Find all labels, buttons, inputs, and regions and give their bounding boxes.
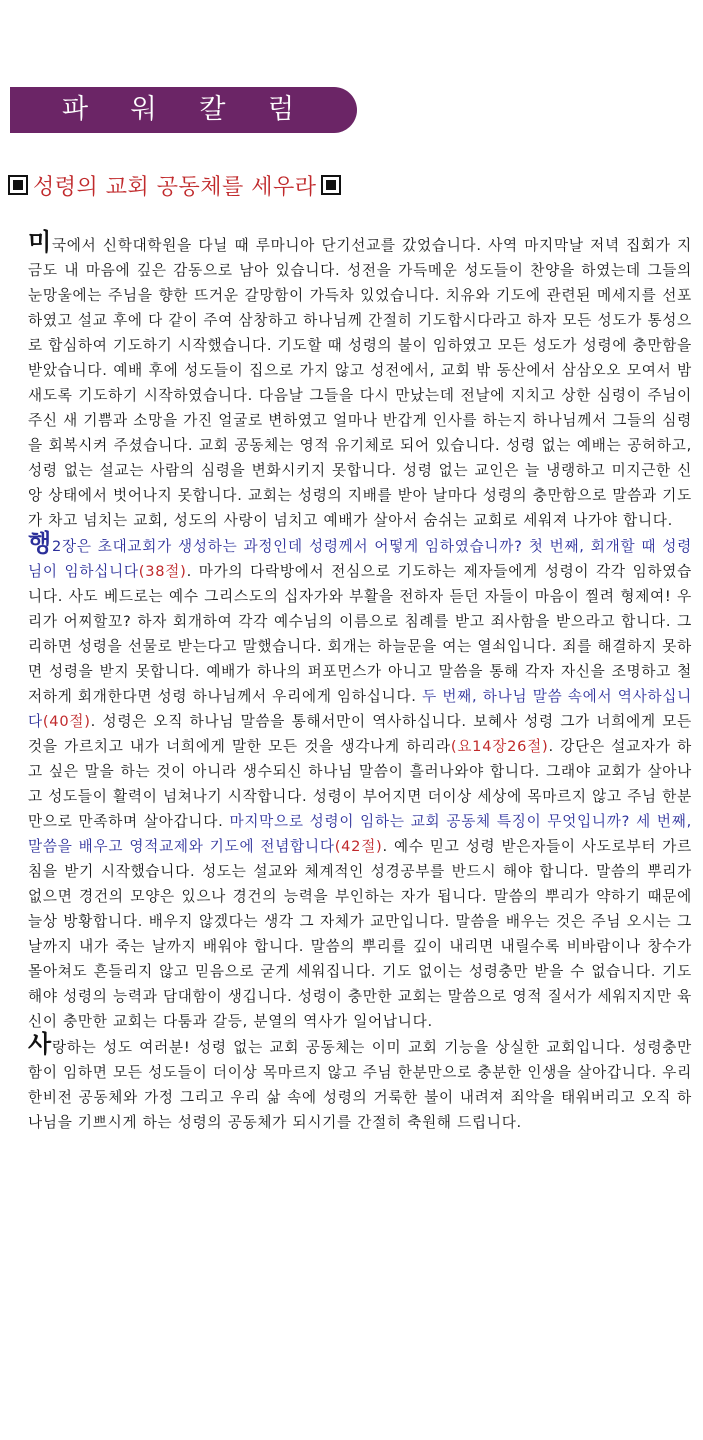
paragraph-text: . 마가의 다락방에서 전심으로 기도하는 제자들에게 성령이 각각 임하였습니다. 사도 베드로는 예수 그리스도의 십자가와 부활을 전하자 듣던 자들이 마음이 찔려 형제여! 우리가 어찌할꼬? 하자 회개하여 각각 예수님의 이름으로 침례를 받고 죄사함을 받으라고 합니다. 그리하면 성령을 선물로 받는다고 말했습니다. 회개는 하늘문을 여는 열쇠입니다. 죄를 해결하지 못하면 성령을 받지 못합니다. 예배가 하나의 퍼포먼스가 아니고 말씀을 통해 각자 자신을 조명하고 철저하게 회개한다면 성령 하나님께서 우리에게 임하십니다.: [28, 563, 692, 705]
paragraph-text: 국에서 신학대학원을 다닐 때 루마니아 단기선교를 갔었습니다. 사역 마지막날 저녁 집회가 지금도 내 마음에 깊은 감동으로 남아 있습니다. 성전을 가득메운 성도들이 찬양을 하였는데 그들의 눈망울에는 주님을 향한 뜨거운 갈망함이 가득차 있었습니다. 치유와 기도에 관련된 메세지를 선포하였고 설교 후에 다 같이 주여 삼창하고 하나님께 간절히 기도합시다라고 하자 모든 성도가 통성으로 합심하여 기도하기 시작했습니다. 기도할 때 성령의 불이 임하였고 모든 성도가 성령에 충만함을 받았습니다. 예배 후에 성도들이 집으로 가지 않고 성전에서, 교회 밖 동산에서 삼삼오오 모여서 밤새도록 기도하기 시작하였습니다. 다음날 그들을 다시 만났는데 전날에 지치고 상한 심령이 주님이 주신 새 기쁨과 소망을 가진 얼굴로 변하였고 얼마나 반갑게 인사를 하는지 하나님께서 그들의 심령을 회복시켜 주셨습니다. 교회 공동체는 영적 유기체로 되어 있습니다. 성령 없는 예배는 공허하고, 성령 없는 설교는 사람의 심령을 변화시키지 못합니다. 성령 없는 교인은 늘 냉랭하고 미지근한 신앙 상태에서 벗어나지 못합니다. 교회는 성령의 지배를 받아 날마다 성령의 충만함으로 말씀과 기도가 차고 넘치는 교회, 성도의 사랑이 넘치고 예배가 살아서 숨쉬는 교회로 세워져 나가야 합니다.: [28, 237, 692, 529]
highlight-text: 마지막으로 성령이 임하는 교회 공동체 특징이 무엇입니까? 세 번째, 말씀을 배우고 영적교제와 기도에 전념합니다: [28, 813, 692, 855]
dropcap: 행: [28, 529, 52, 557]
paragraph-3: [28, 1030, 692, 1135]
highlight-text: 2장은 초대교회가 생성하는 과정인데 성령께서 어떻게 임하였습니까? 첫 번째, 회개할 때 성령님이 임하십니다: [28, 538, 692, 580]
paragraph-2: [28, 529, 692, 1034]
article-title: 성령의 교회 공동체를 세우라: [33, 174, 317, 200]
verse-reference: (요14장26절): [450, 738, 549, 755]
banner-label: 파 워 칼 럼: [62, 94, 312, 125]
paragraph-text: . 예수 믿고 성령 받은자들이 사도로부터 가르침을 받기 시작했습니다. 성도는 설교와 체계적인 성경공부를 반드시 해야 합니다. 말씀의 뿌리가 없으면 경건의 모양은 있으나 경건의 능력을 부인하는 자가 됩니다. 말씀의 뿌리가 약하기 때문에 늘상 방황합니다. 배우지 않겠다는 생각 그 자체가 교만입니다. 말씀을 배우는 것은 주님 오시는 그날까지 내가 죽는 날까지 배워야 합니다. 말씀의 뿌리를 깊이 내리면 내릴수록 비바람이나 창수가 몰아쳐도 흔들리지 않고 믿음으로 굳게 세워집니다. 기도 없이는 성령충만 받을 수 없습니다. 기도해야 성령의 능력과 담대함이 생깁니다. 성령이 충만한 교회는 말씀으로 영적 질서가 세워지지만 육신이 충만한 교회는 다툼과 갈등, 분열의 역사가 일어납니다.: [28, 838, 692, 1030]
dropcap: 미: [28, 228, 52, 256]
paragraph-1: [28, 228, 692, 533]
paragraph-text: . 강단은 설교자가 하고 싶은 말을 하는 것이 아니라 생수되신 하나님 말씀이 흘러나와야 합니다. 그래야 교회가 살아나고 성도들이 활력이 넘쳐나기 시작합니다. 성령이 부어지면 더이상 세상에 목마르지 않고 주님 한분만으로 만족하며 살아갑니다.: [28, 738, 692, 830]
verse-reference: (38절): [138, 563, 187, 580]
paragraph-text: 랑하는 성도 여러분! 성령 없는 교회 공동체는 이미 교회 기능을 상실한 교회입니다. 성령충만함이 임하면 모든 성도들이 더이상 목마르지 않고 주님 한분만으로 충분한 인생을 살아갑니다. 우리 한비전 공동체와 가정 그리고 우리 삶 속에 성령의 거룩한 불이 내려져 죄악을 태워버리고 오직 하나님을 기쁘시게 하는 성령의 공동체가 되시기를 간절히 축원해 드립니다.: [28, 1039, 692, 1131]
article-title-row: [8, 170, 341, 200]
highlight-text: 두 번째, 하나님 말씀 속에서 역사하십니다: [28, 688, 692, 730]
dropcap: 사: [28, 1030, 52, 1058]
verse-reference: (40절): [42, 713, 91, 730]
column-banner: [10, 87, 357, 133]
paragraph-text: . 성령은 오직 하나님 말씀을 통해서만이 역사하십니다. 보혜사 성령 그가 너희에게 모든 것을 가르치고 내가 너희에게 말한 모든 것을 생각나게 하리라: [28, 713, 692, 755]
square-bullet-icon: [8, 175, 28, 195]
article-body: [28, 228, 692, 1135]
square-bullet-icon: [321, 175, 341, 195]
verse-reference: (42절): [334, 838, 383, 855]
